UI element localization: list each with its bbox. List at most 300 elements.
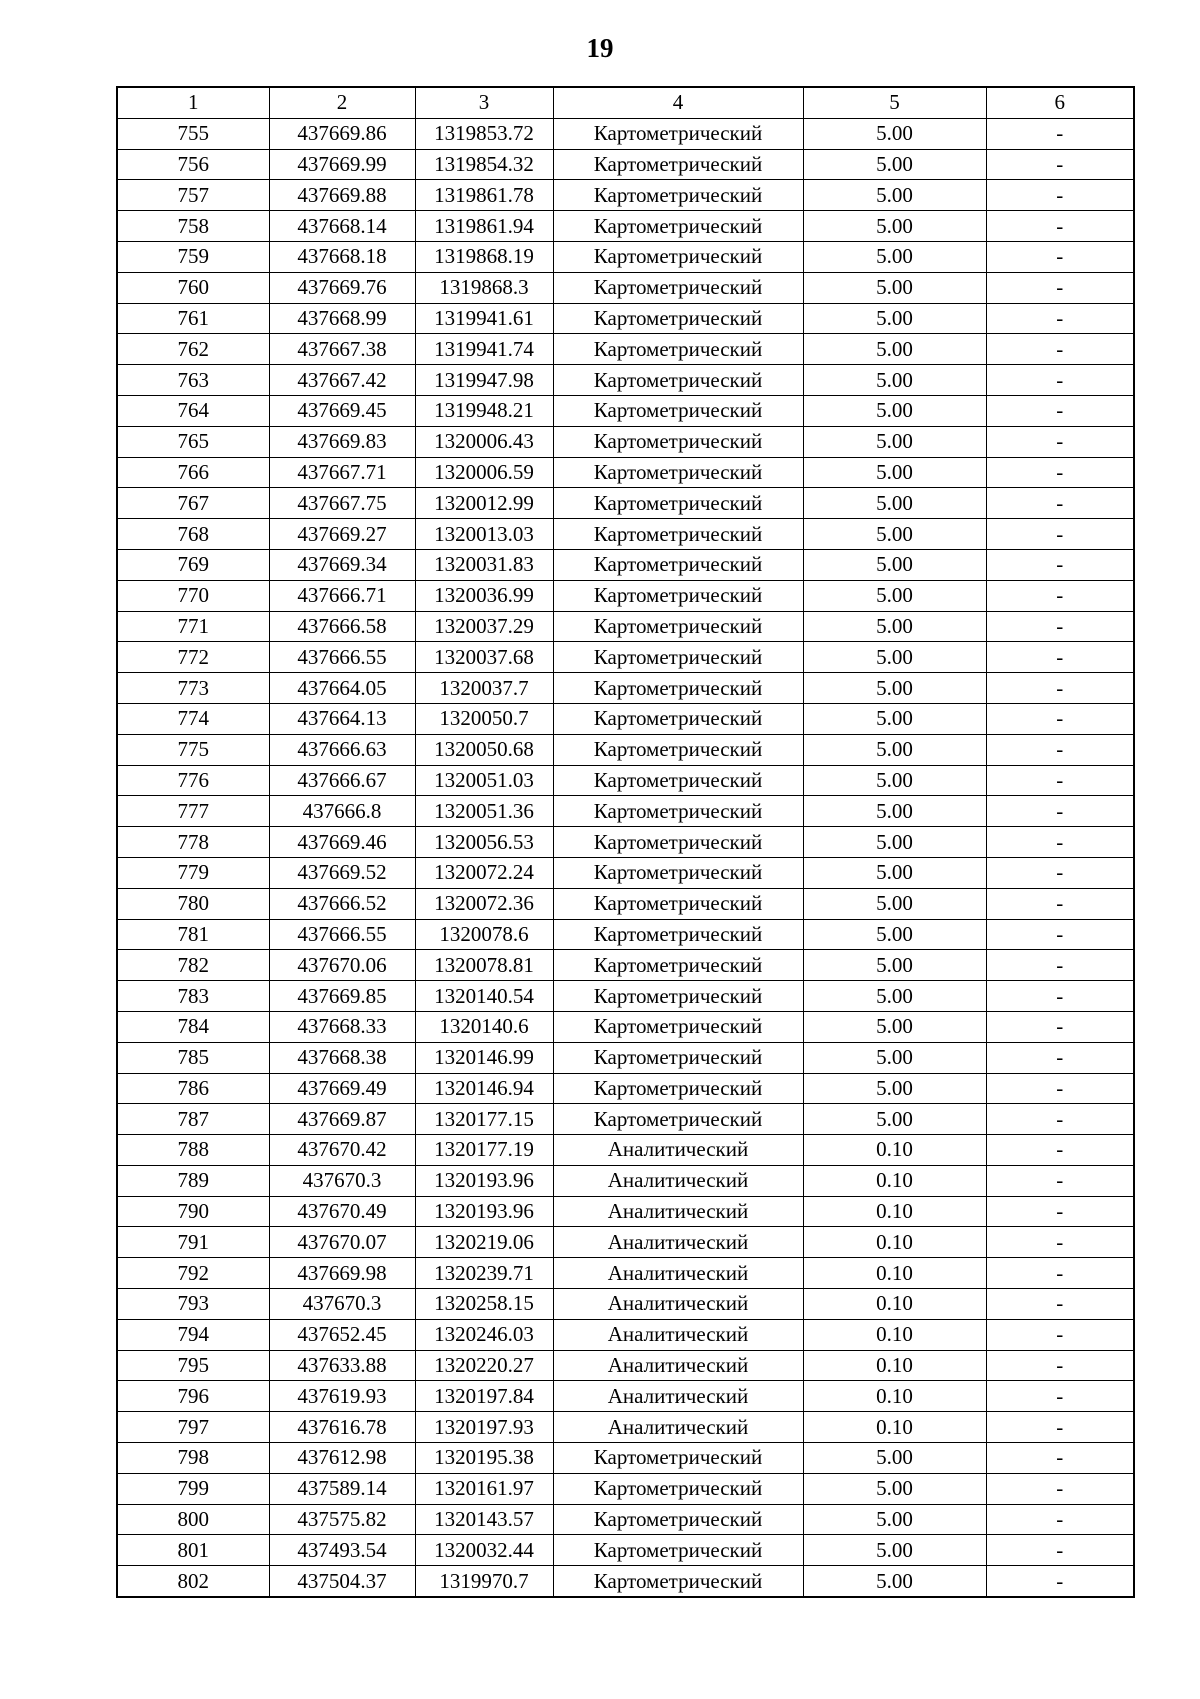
cell-accuracy: 5.00 [803,519,986,550]
cell-point-number: 785 [117,1042,269,1073]
cell-note: - [986,1289,1134,1320]
cell-x: 437589.14 [269,1473,415,1504]
cell-y: 1320246.03 [415,1319,553,1350]
cell-point-number: 781 [117,919,269,950]
page-number: 19 [586,33,614,63]
cell-note: - [986,765,1134,796]
cell-note: - [986,426,1134,457]
table-row [117,303,1134,334]
cell-point-number: 787 [117,1104,269,1135]
cell-note: - [986,1227,1134,1258]
cell-accuracy: 0.10 [803,1258,986,1289]
cell-accuracy: 0.10 [803,1381,986,1412]
cell-note: - [986,1473,1134,1504]
cell-method: Картометрический [553,241,803,272]
cell-accuracy: 0.10 [803,1165,986,1196]
cell-y: 1320193.96 [415,1165,553,1196]
cell-note: - [986,580,1134,611]
cell-accuracy: 5.00 [803,734,986,765]
cell-accuracy: 5.00 [803,457,986,488]
table-row [117,1535,1134,1566]
cell-x: 437668.18 [269,241,415,272]
cell-method: Картометрический [553,1073,803,1104]
cell-note: - [986,1381,1134,1412]
cell-point-number: 792 [117,1258,269,1289]
cell-point-number: 779 [117,857,269,888]
cell-point-number: 791 [117,1227,269,1258]
cell-method: Картометрический [553,426,803,457]
cell-method: Картометрический [553,1473,803,1504]
cell-accuracy: 0.10 [803,1289,986,1320]
cell-method: Аналитический [553,1165,803,1196]
table-row [117,334,1134,365]
cell-point-number: 771 [117,611,269,642]
cell-y: 1320050.7 [415,703,553,734]
cell-note: - [986,1412,1134,1443]
cell-accuracy: 5.00 [803,796,986,827]
cell-method: Аналитический [553,1381,803,1412]
cell-point-number: 764 [117,395,269,426]
header-col-2: 2 [269,87,415,118]
cell-y: 1319941.74 [415,334,553,365]
table-row [117,457,1134,488]
cell-y: 1320031.83 [415,549,553,580]
cell-note: - [986,1165,1134,1196]
cell-accuracy: 5.00 [803,488,986,519]
cell-note: - [986,303,1134,334]
header-col-5: 5 [803,87,986,118]
cell-y: 1320177.15 [415,1104,553,1135]
cell-note: - [986,334,1134,365]
cell-x: 437669.98 [269,1258,415,1289]
cell-method: Аналитический [553,1289,803,1320]
cell-point-number: 780 [117,888,269,919]
cell-method: Картометрический [553,1535,803,1566]
cell-method: Картометрический [553,1504,803,1535]
cell-note: - [986,919,1134,950]
cell-method: Картометрический [553,919,803,950]
table-row [117,180,1134,211]
cell-x: 437669.99 [269,149,415,180]
cell-y: 1319941.61 [415,303,553,334]
cell-note: - [986,642,1134,673]
cell-point-number: 775 [117,734,269,765]
cell-point-number: 794 [117,1319,269,1350]
coordinates-table [116,86,1135,1598]
table-row [117,1011,1134,1042]
cell-accuracy: 5.00 [803,981,986,1012]
cell-point-number: 769 [117,549,269,580]
table-header-row [117,87,1134,118]
cell-point-number: 782 [117,950,269,981]
cell-accuracy: 5.00 [803,1073,986,1104]
cell-x: 437669.83 [269,426,415,457]
cell-accuracy: 5.00 [803,919,986,950]
cell-y: 1320197.84 [415,1381,553,1412]
table-row [117,1289,1134,1320]
cell-y: 1320051.36 [415,796,553,827]
cell-note: - [986,395,1134,426]
cell-method: Аналитический [553,1258,803,1289]
cell-point-number: 766 [117,457,269,488]
cell-method: Картометрический [553,981,803,1012]
cell-method: Картометрический [553,549,803,580]
cell-accuracy: 5.00 [803,395,986,426]
header-col-1: 1 [117,87,269,118]
cell-x: 437666.63 [269,734,415,765]
cell-note: - [986,1135,1134,1166]
cell-note: - [986,611,1134,642]
table-row [117,981,1134,1012]
cell-point-number: 770 [117,580,269,611]
cell-y: 1320056.53 [415,827,553,858]
cell-point-number: 801 [117,1535,269,1566]
cell-x: 437668.99 [269,303,415,334]
cell-x: 437669.45 [269,395,415,426]
cell-method: Аналитический [553,1412,803,1443]
cell-note: - [986,1104,1134,1135]
cell-y: 1320037.7 [415,673,553,704]
cell-accuracy: 0.10 [803,1227,986,1258]
table-body [117,118,1134,1597]
cell-x: 437669.52 [269,857,415,888]
cell-y: 1319947.98 [415,365,553,396]
cell-method: Аналитический [553,1350,803,1381]
cell-x: 437666.55 [269,919,415,950]
cell-point-number: 777 [117,796,269,827]
cell-y: 1320012.99 [415,488,553,519]
cell-method: Картометрический [553,827,803,858]
table-row [117,642,1134,673]
cell-x: 437669.27 [269,519,415,550]
cell-accuracy: 5.00 [803,426,986,457]
cell-y: 1320193.96 [415,1196,553,1227]
cell-point-number: 798 [117,1443,269,1474]
cell-x: 437667.42 [269,365,415,396]
cell-accuracy: 5.00 [803,1473,986,1504]
table-row [117,919,1134,950]
cell-note: - [986,241,1134,272]
cell-accuracy: 5.00 [803,365,986,396]
cell-y: 1320143.57 [415,1504,553,1535]
cell-method: Картометрический [553,1042,803,1073]
table-row [117,488,1134,519]
cell-y: 1320006.59 [415,457,553,488]
cell-x: 437669.46 [269,827,415,858]
cell-method: Картометрический [553,950,803,981]
cell-note: - [986,1258,1134,1289]
cell-x: 437664.05 [269,673,415,704]
cell-x: 437668.33 [269,1011,415,1042]
cell-point-number: 783 [117,981,269,1012]
cell-y: 1320078.81 [415,950,553,981]
cell-method: Картометрический [553,888,803,919]
cell-method: Картометрический [553,395,803,426]
cell-y: 1320050.68 [415,734,553,765]
cell-y: 1320146.99 [415,1042,553,1073]
cell-point-number: 757 [117,180,269,211]
cell-x: 437616.78 [269,1412,415,1443]
table-row [117,857,1134,888]
cell-accuracy: 5.00 [803,1443,986,1474]
cell-note: - [986,950,1134,981]
cell-note: - [986,180,1134,211]
cell-method: Картометрический [553,765,803,796]
cell-method: Аналитический [553,1196,803,1227]
cell-note: - [986,673,1134,704]
cell-x: 437633.88 [269,1350,415,1381]
cell-method: Картометрический [553,118,803,149]
cell-point-number: 758 [117,211,269,242]
cell-y: 1320146.94 [415,1073,553,1104]
cell-point-number: 768 [117,519,269,550]
cell-method: Картометрический [553,1443,803,1474]
cell-note: - [986,796,1134,827]
cell-point-number: 773 [117,673,269,704]
cell-accuracy: 5.00 [803,888,986,919]
cell-note: - [986,857,1134,888]
cell-accuracy: 5.00 [803,827,986,858]
header-col-3: 3 [415,87,553,118]
table-row [117,365,1134,396]
cell-note: - [986,827,1134,858]
header-col-6: 6 [986,87,1134,118]
table-row [117,611,1134,642]
cell-point-number: 762 [117,334,269,365]
cell-point-number: 755 [117,118,269,149]
table-row [117,673,1134,704]
cell-point-number: 778 [117,827,269,858]
cell-x: 437666.67 [269,765,415,796]
cell-note: - [986,981,1134,1012]
table-row [117,241,1134,272]
table-row [117,1104,1134,1135]
table-row [117,1473,1134,1504]
cell-note: - [986,888,1134,919]
cell-point-number: 759 [117,241,269,272]
cell-x: 437669.85 [269,981,415,1012]
table-row [117,1196,1134,1227]
cell-method: Картометрический [553,580,803,611]
cell-y: 1320078.6 [415,919,553,950]
cell-accuracy: 5.00 [803,241,986,272]
cell-y: 1320037.29 [415,611,553,642]
cell-x: 437669.49 [269,1073,415,1104]
cell-accuracy: 5.00 [803,950,986,981]
cell-x: 437670.49 [269,1196,415,1227]
cell-point-number: 789 [117,1165,269,1196]
cell-method: Картометрический [553,734,803,765]
cell-y: 1320032.44 [415,1535,553,1566]
cell-note: - [986,365,1134,396]
table-row [117,703,1134,734]
cell-x: 437667.38 [269,334,415,365]
cell-method: Картометрический [553,1011,803,1042]
cell-x: 437667.71 [269,457,415,488]
table-row [117,765,1134,796]
cell-accuracy: 5.00 [803,334,986,365]
cell-method: Картометрический [553,365,803,396]
cell-accuracy: 5.00 [803,303,986,334]
cell-note: - [986,1319,1134,1350]
cell-accuracy: 5.00 [803,1011,986,1042]
cell-method: Картометрический [553,272,803,303]
cell-note: - [986,1535,1134,1566]
cell-method: Картометрический [553,180,803,211]
cell-x: 437504.37 [269,1566,415,1597]
cell-note: - [986,1350,1134,1381]
table-row [117,888,1134,919]
cell-y: 1319854.32 [415,149,553,180]
cell-x: 437575.82 [269,1504,415,1535]
cell-x: 437493.54 [269,1535,415,1566]
table-row [117,1258,1134,1289]
cell-x: 437670.42 [269,1135,415,1166]
cell-point-number: 800 [117,1504,269,1535]
cell-point-number: 772 [117,642,269,673]
cell-method: Картометрический [553,519,803,550]
cell-y: 1319861.94 [415,211,553,242]
cell-method: Картометрический [553,457,803,488]
cell-note: - [986,1443,1134,1474]
cell-accuracy: 5.00 [803,149,986,180]
cell-accuracy: 5.00 [803,857,986,888]
cell-point-number: 776 [117,765,269,796]
table-row [117,1412,1134,1443]
cell-point-number: 756 [117,149,269,180]
cell-y: 1320006.43 [415,426,553,457]
cell-note: - [986,272,1134,303]
cell-x: 437664.13 [269,703,415,734]
table-row [117,1165,1134,1196]
table-row [117,1381,1134,1412]
cell-x: 437669.34 [269,549,415,580]
cell-note: - [986,519,1134,550]
cell-accuracy: 5.00 [803,580,986,611]
cell-x: 437669.87 [269,1104,415,1135]
table-row [117,950,1134,981]
cell-note: - [986,118,1134,149]
cell-point-number: 767 [117,488,269,519]
cell-point-number: 802 [117,1566,269,1597]
cell-point-number: 799 [117,1473,269,1504]
cell-accuracy: 5.00 [803,1535,986,1566]
cell-y: 1320051.03 [415,765,553,796]
table-row [117,1319,1134,1350]
cell-point-number: 774 [117,703,269,734]
cell-note: - [986,488,1134,519]
cell-y: 1320219.06 [415,1227,553,1258]
cell-x: 437669.76 [269,272,415,303]
cell-accuracy: 5.00 [803,549,986,580]
cell-note: - [986,1566,1134,1597]
cell-method: Картометрический [553,334,803,365]
cell-method: Картометрический [553,488,803,519]
cell-x: 437666.8 [269,796,415,827]
cell-y: 1320220.27 [415,1350,553,1381]
table-row [117,1443,1134,1474]
cell-method: Картометрический [553,642,803,673]
table-row [117,827,1134,858]
cell-y: 1320072.36 [415,888,553,919]
cell-x: 437669.86 [269,118,415,149]
cell-y: 1319970.7 [415,1566,553,1597]
cell-y: 1319861.78 [415,180,553,211]
cell-method: Картометрический [553,611,803,642]
cell-accuracy: 0.10 [803,1319,986,1350]
cell-x: 437670.3 [269,1165,415,1196]
cell-y: 1319868.19 [415,241,553,272]
cell-y: 1319853.72 [415,118,553,149]
cell-accuracy: 5.00 [803,211,986,242]
cell-x: 437619.93 [269,1381,415,1412]
cell-point-number: 795 [117,1350,269,1381]
cell-point-number: 765 [117,426,269,457]
table-row [117,211,1134,242]
cell-accuracy: 5.00 [803,1504,986,1535]
cell-accuracy: 5.00 [803,1104,986,1135]
cell-y: 1320140.54 [415,981,553,1012]
cell-point-number: 763 [117,365,269,396]
table-row [117,1073,1134,1104]
cell-accuracy: 0.10 [803,1412,986,1443]
cell-method: Картометрический [553,303,803,334]
cell-x: 437666.52 [269,888,415,919]
table-row [117,734,1134,765]
cell-point-number: 786 [117,1073,269,1104]
cell-accuracy: 5.00 [803,703,986,734]
cell-y: 1319868.3 [415,272,553,303]
cell-point-number: 793 [117,1289,269,1320]
cell-y: 1320239.71 [415,1258,553,1289]
cell-method: Картометрический [553,211,803,242]
cell-y: 1320072.24 [415,857,553,888]
cell-x: 437670.07 [269,1227,415,1258]
cell-y: 1320258.15 [415,1289,553,1320]
cell-point-number: 796 [117,1381,269,1412]
cell-note: - [986,1196,1134,1227]
cell-y: 1320161.97 [415,1473,553,1504]
cell-x: 437667.75 [269,488,415,519]
cell-point-number: 784 [117,1011,269,1042]
cell-method: Картометрический [553,149,803,180]
cell-note: - [986,734,1134,765]
cell-point-number: 790 [117,1196,269,1227]
cell-accuracy: 0.10 [803,1135,986,1166]
cell-x: 437666.58 [269,611,415,642]
cell-point-number: 761 [117,303,269,334]
table-row [117,796,1134,827]
table-row [117,118,1134,149]
cell-accuracy: 5.00 [803,642,986,673]
cell-point-number: 788 [117,1135,269,1166]
cell-y: 1320013.03 [415,519,553,550]
cell-accuracy: 5.00 [803,765,986,796]
cell-x: 437666.55 [269,642,415,673]
cell-y: 1320036.99 [415,580,553,611]
cell-x: 437669.88 [269,180,415,211]
cell-method: Аналитический [553,1319,803,1350]
cell-point-number: 797 [117,1412,269,1443]
table-row [117,1566,1134,1597]
cell-accuracy: 0.10 [803,1350,986,1381]
cell-note: - [986,703,1134,734]
cell-accuracy: 5.00 [803,180,986,211]
cell-method: Аналитический [553,1227,803,1258]
cell-note: - [986,1504,1134,1535]
cell-x: 437668.38 [269,1042,415,1073]
cell-method: Картометрический [553,796,803,827]
